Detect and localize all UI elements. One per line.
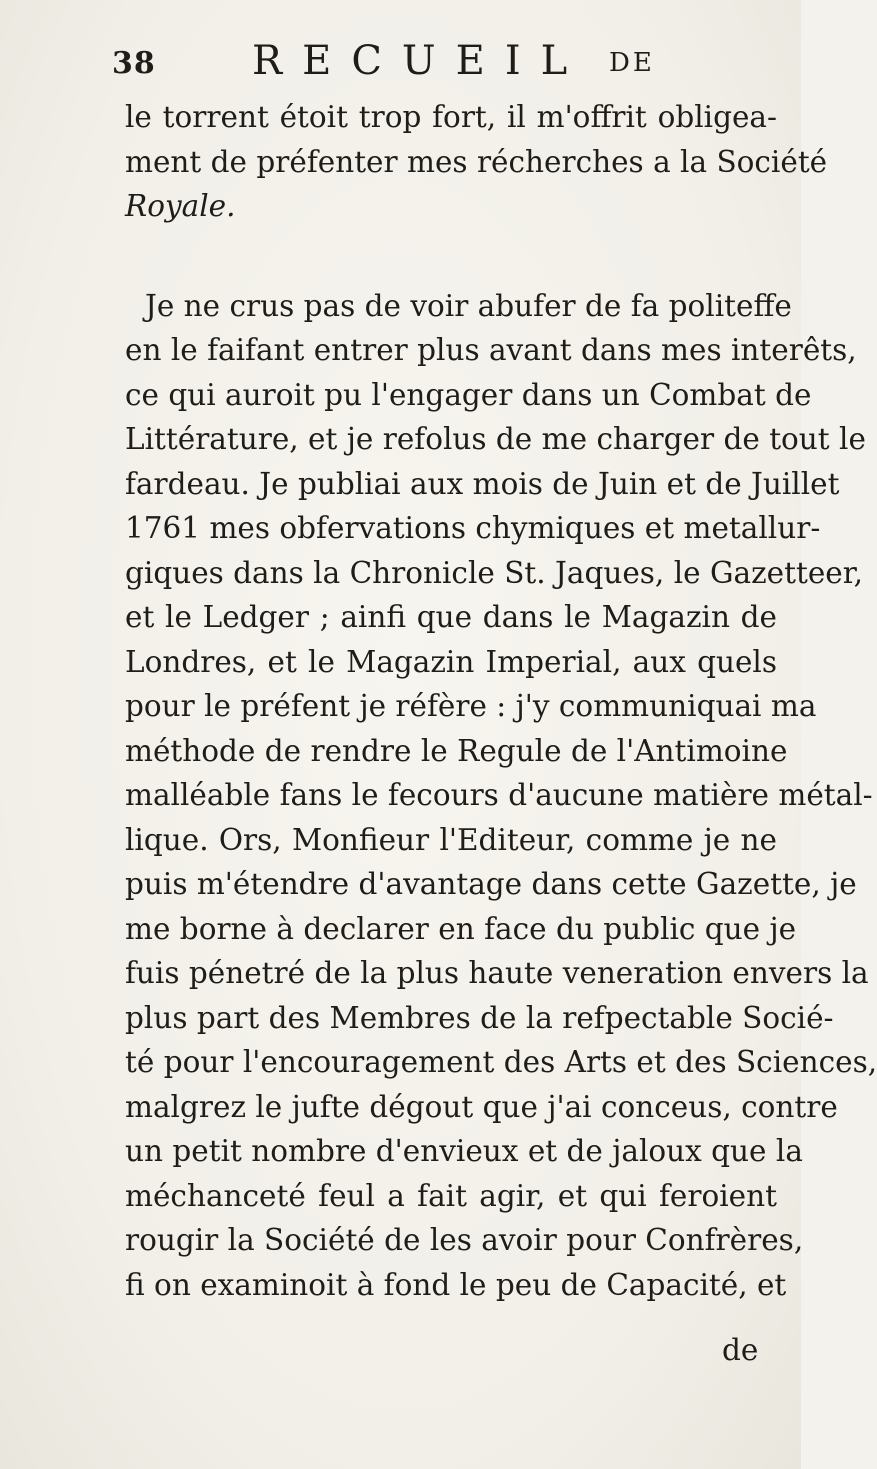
text-line: té pour l'encouragement des Arts et des Sciences, [125,1045,877,1079]
text-line: ment de préfenter mes récherches a la Société [125,144,828,179]
text-line: fi on examinoit à fond le peu de Capacité, et [125,1267,787,1302]
text-line: ce qui auroit pu l'engager dans un Combat de [125,377,812,412]
text-line: 1761 mes obfervations chymiques et metallur- [125,511,821,545]
paragraph [125,284,877,1308]
paragraph [125,95,828,229]
text-line: Littérature, et je refolus de me charger de tout le [125,422,866,456]
text-line: un petit nombre d'envieux et de jaloux que la [125,1134,803,1168]
body-text [125,95,877,1307]
running-title-suffix: DE [609,48,655,78]
text-line: Royale. [125,189,236,223]
text-line: méchanceté feul a fait agir, et qui feroient [125,1178,777,1213]
text-line: fardeau. Je publiai aux mois de Juin et de Juillet [125,466,840,501]
text-line: puis m'étendre d'avantage dans cette Gazette, je [125,867,857,901]
text-line: Londres, et le Magazin Imperial, aux quels [125,644,777,679]
text-line: en le faifant entrer plus avant dans mes interêts, [125,333,857,367]
text-line: giques dans la Chronicle St. Jaques, le Gazetteer, [125,555,863,590]
text-line: lique. Ors, Monfieur l'Editeur, comme je ne [125,822,777,857]
catchword: de [722,1333,759,1367]
text-line: et le Ledger ; ainfi que dans le Magazin de [125,600,777,634]
text-line: méthode de rendre le Regule de l'Antimoine [125,733,788,768]
text-line: malgrez le jufte dégout que j'ai conceus, contre [125,1089,838,1124]
paragraph-gap [125,229,777,284]
text-line: rougir la Société de les avoir pour Confrères, [125,1223,804,1257]
running-title: RECUEIL [252,38,588,84]
text-line: me borne à declarer en face du public que je [125,911,797,946]
text-line: plus part des Membres de la refpectable Socié- [125,1000,834,1035]
text-line: le torrent étoit trop fort, il m'offrit obligea- [125,100,777,134]
page-number: 38 [112,46,156,81]
text-line: Je ne crus pas de voir abufer de fa politeffe [145,288,792,323]
text-line: malléable fans le fecours d'aucune matière métal- [125,778,873,812]
text-line: pour le préfent je réfère : j'y communiquai ma [125,689,817,723]
text-line: fuis pénetré de la plus haute veneration envers la [125,956,869,990]
page-header [112,38,752,88]
